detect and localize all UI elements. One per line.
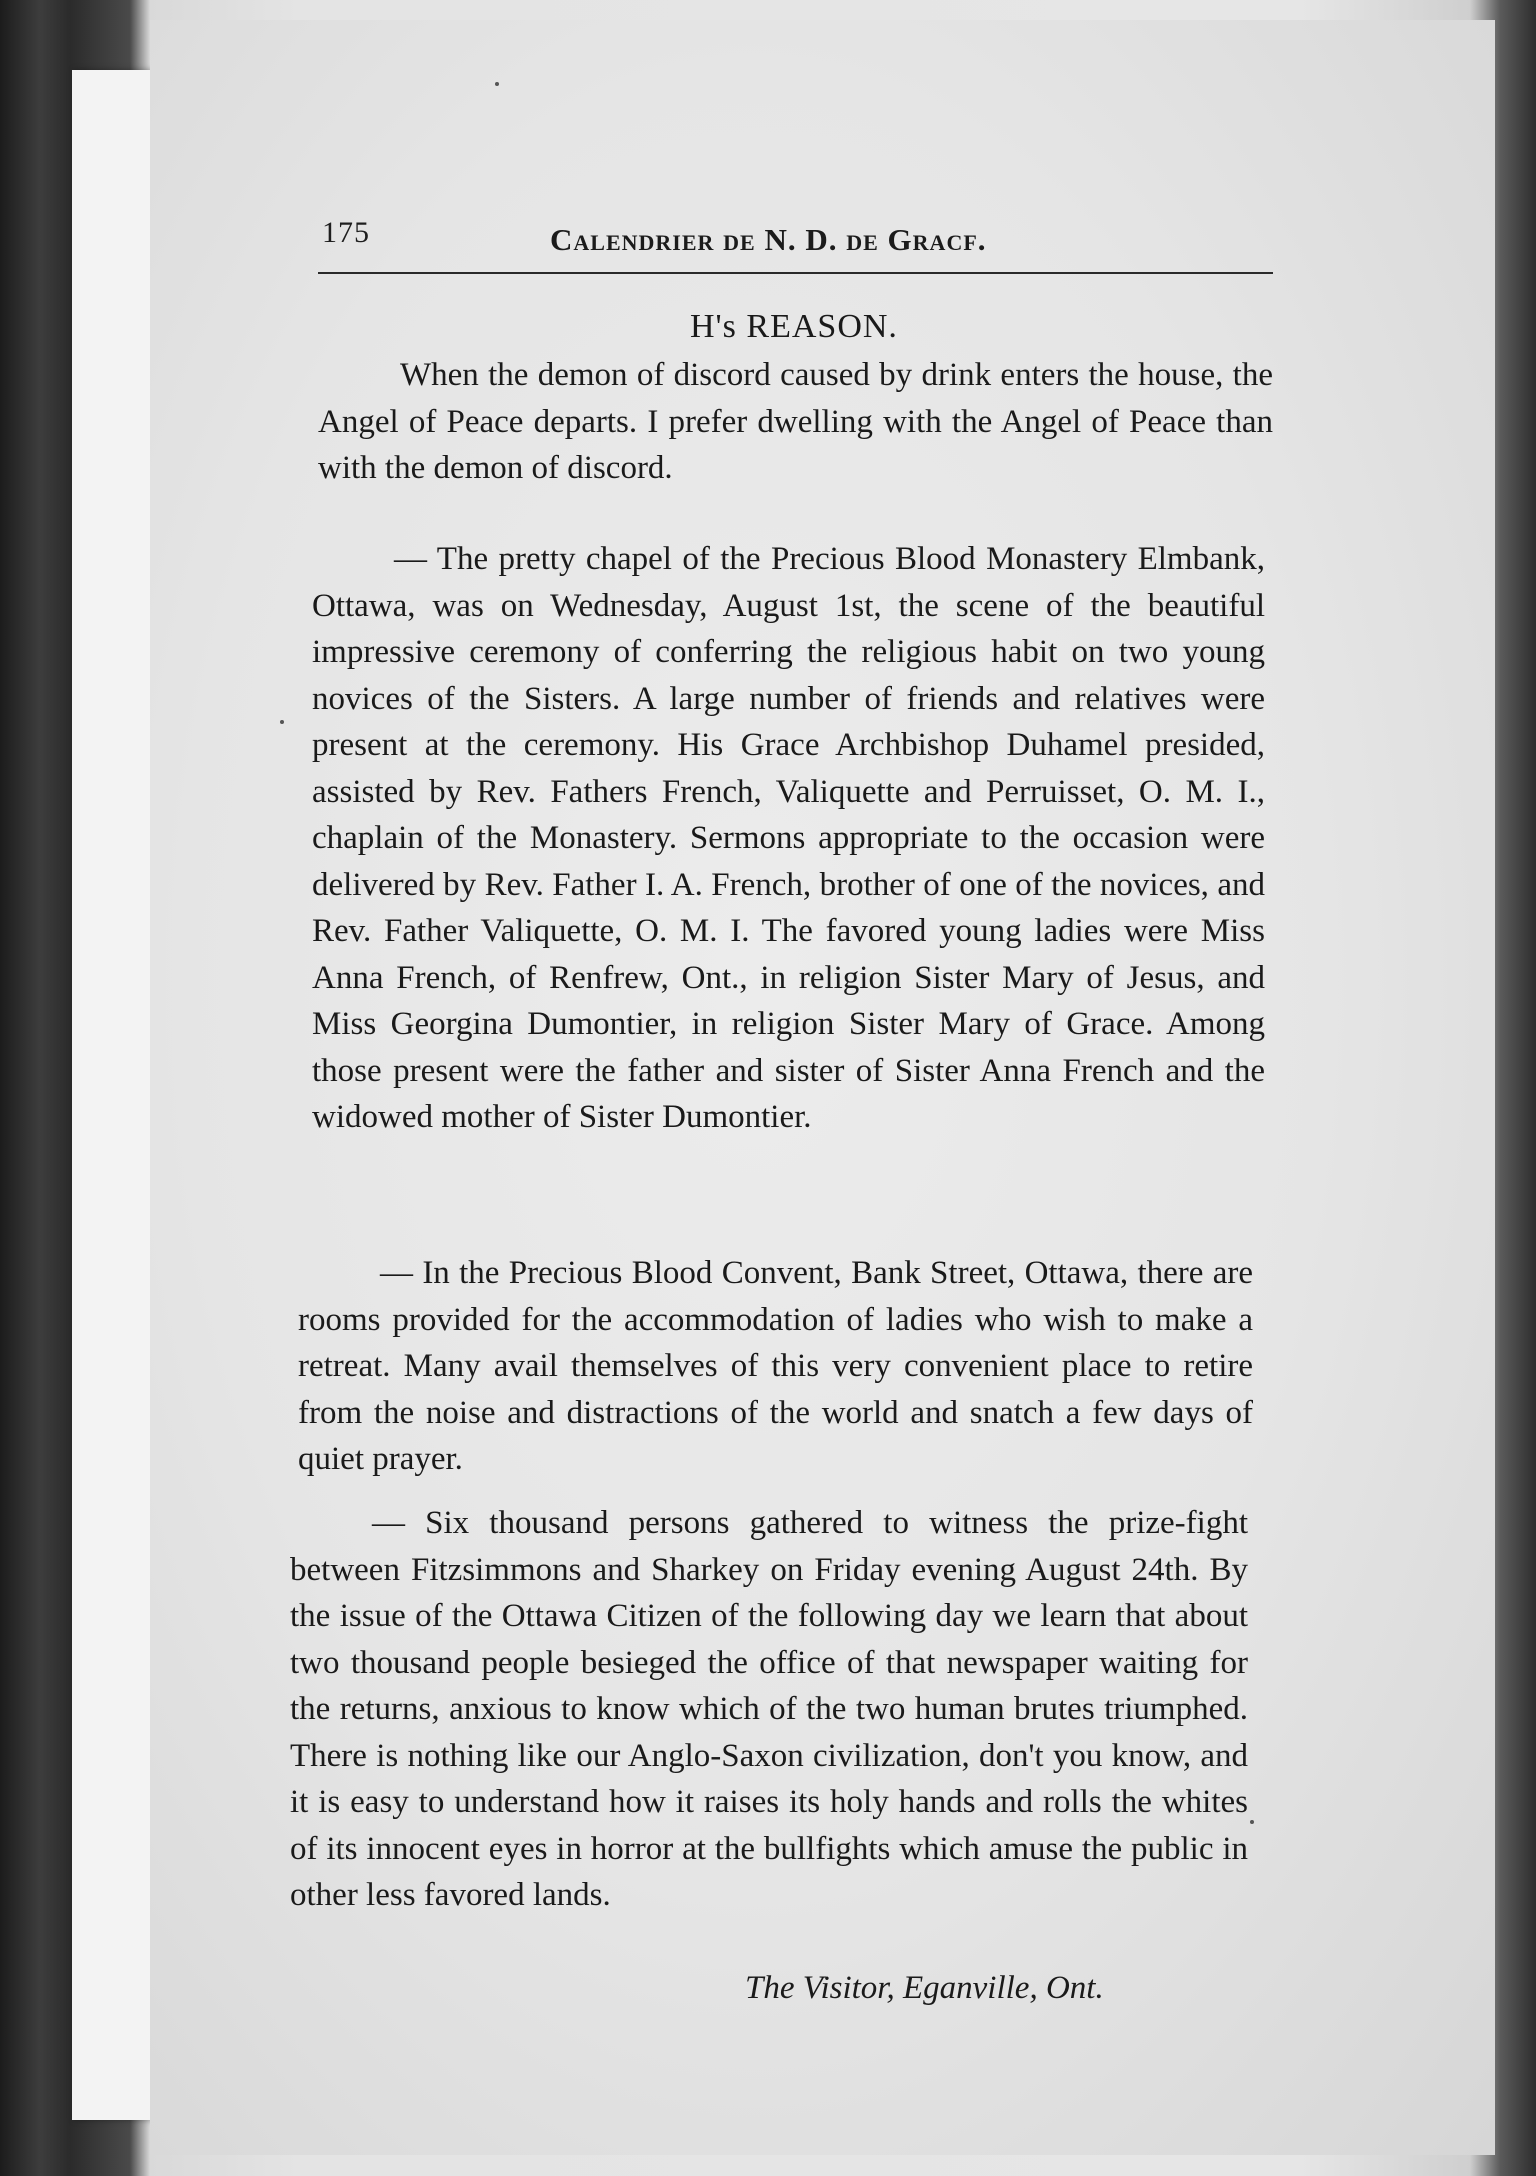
running-title: Calendrier de N. D. de Gracf.: [550, 222, 987, 257]
paragraph-prizefight: — Six thousand persons gathered to witness the prize-fight between Fitzsimmons and Sharkey on Friday evening August 24th. By the issue of the Ottawa Citizen of the following day we learn that about two thousand people besieged the office of that newspaper waiting for the returns, anxious to know which of the two human brutes triumphed. There is nothing like our Anglo-Saxon civilization, don't you know, and it is easy to understand how it raises its holy hands and rolls the whites of its innocent eyes in horror at the bullfights which amuse the public in other less favored lands.: [290, 1505, 1248, 1913]
source-attribution: The Visitor, Eganville, Ont.: [745, 1970, 1104, 2006]
running-header: [318, 212, 1273, 272]
header-rule: [318, 272, 1273, 274]
paragraph-chapel: — The pretty chapel of the Precious Blood Monastery Elmbank, Ottawa, was on Wednesday, August 1st, the scene of the beautiful impressive ceremony of conferring the religious habit on two young novices of the Sisters. A large number of friends and relatives were present at the ceremony. His Grace Archbishop Duhamel presided, assisted by Rev. Fathers French, Valiquette and Perruisset, O. M. I., chaplain of the Monastery. Sermons appropriate to the occasion were delivered by Rev. Father I. A. French, brother of one of the novices, and Rev. Father Valiquette, O. M. I. The favored young ladies were Miss Anna French, of Renfrew, Ont., in religion Sister Mary of Jesus, and Miss Georgina Dumontier, in religion Sister Mary of Grace. Among those present were the father and sister of Sister Anna French and the widowed mother of Sister Dumontier.: [312, 541, 1265, 1135]
page-number: 175: [322, 216, 370, 249]
ink-speck: [1250, 1820, 1254, 1824]
paper-strip: [72, 70, 152, 2120]
article-heading: H's REASON.: [690, 308, 898, 345]
ink-speck: [280, 720, 284, 724]
paragraph-convent: — In the Precious Blood Convent, Bank Street, Ottawa, there are rooms provided for the accommodation of ladies who wish to make a retreat. Many avail themselves of this very convenient place to retire from the noise and distractions of the world and snatch a few days of quiet prayer.: [298, 1255, 1253, 1477]
paragraph-reason: When the demon of discord caused by drink enters the house, the Angel of Peace departs. I prefer dwelling with the Angel of Peace than with the demon of discord.: [318, 357, 1273, 486]
ink-speck: [495, 82, 499, 86]
